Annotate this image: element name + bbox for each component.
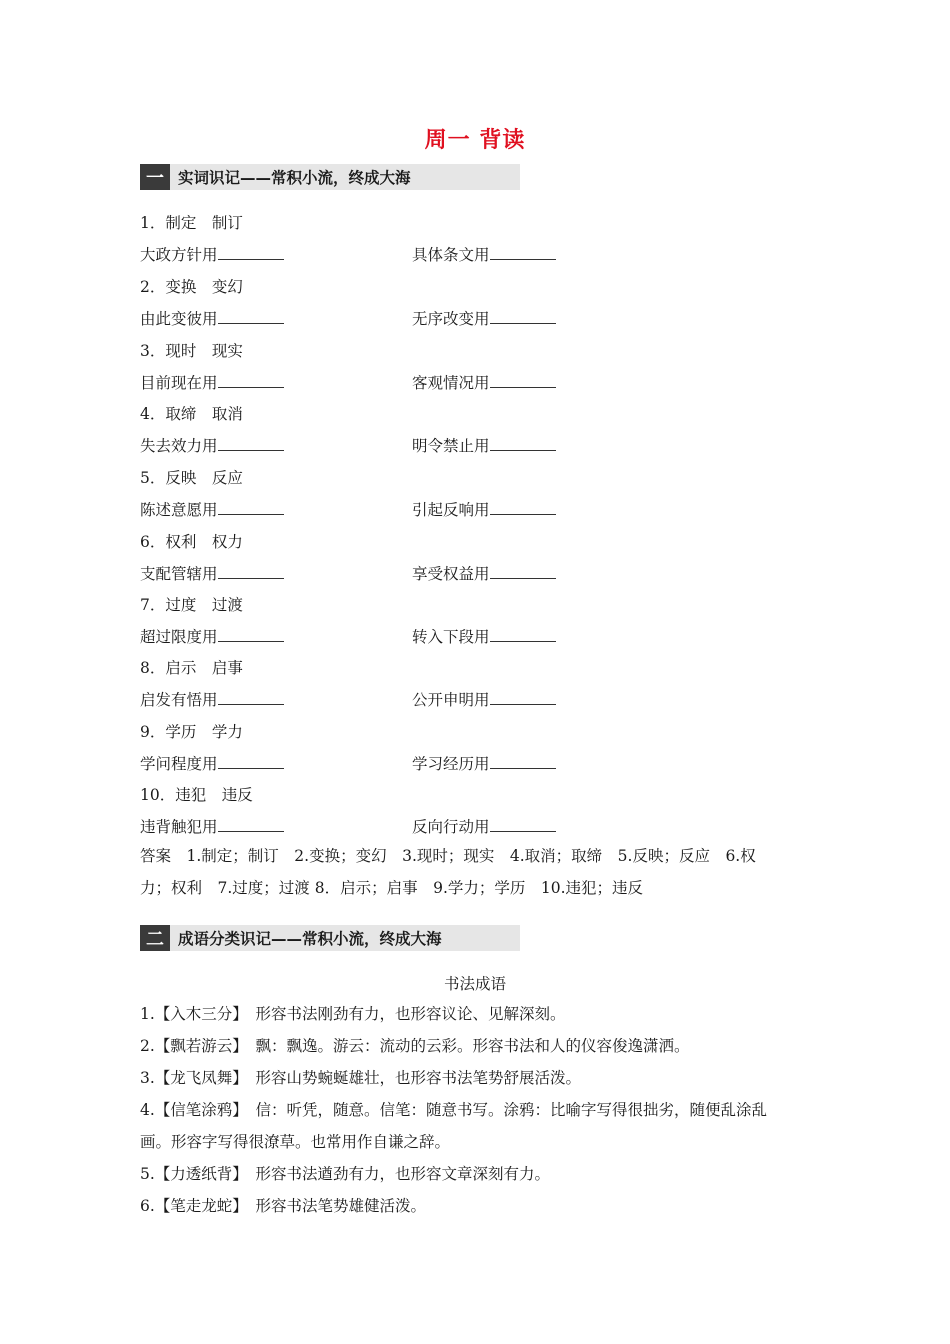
answer-blank (218, 500, 284, 515)
idiom-item: 4.【信笔涂鸦】 信：听凭，随意。信笔：随意书写。涂鸦：比喻字写得很拙劣，随便乱涂乱 (140, 1101, 768, 1119)
item-left (140, 243, 284, 265)
answer-blank (218, 373, 284, 388)
item-right (412, 498, 556, 520)
answer-blank (490, 373, 556, 388)
item-right-text: 转入下段用 (412, 628, 490, 646)
section-1-header (140, 164, 520, 190)
section-2-title: 成语分类识记——常积小流，终成大海 (178, 930, 442, 948)
item-right-text: 学习经历用 (412, 755, 490, 773)
item-left-text: 超过限度用 (140, 628, 218, 646)
item-left (140, 625, 284, 647)
category-subheading: 书法成语 (443, 975, 506, 993)
idiom-item: 2.【飘若游云】 飘：飘逸。游云：流动的云彩。形容书法和人的仪容俊逸潇洒。 (140, 1037, 690, 1055)
item-head: 1．制定 制订 (140, 214, 243, 232)
answer-blank (218, 754, 284, 769)
item-right-text: 具体条文用 (412, 246, 490, 264)
idiom-item: 1.【入木三分】 形容书法刚劲有力，也形容议论、见解深刻。 (140, 1005, 566, 1023)
section-2-number: 二 (140, 925, 170, 951)
item-head: 3．现时 现实 (140, 342, 243, 360)
answer-key (140, 840, 820, 904)
item-left-text: 陈述意愿用 (140, 501, 218, 519)
item-left (140, 815, 284, 837)
item-right (412, 815, 556, 837)
item-left (140, 434, 284, 456)
answer-blank (490, 817, 556, 832)
answer-blank (218, 627, 284, 642)
answer-blank (490, 564, 556, 579)
item-head: 6．权利 权力 (140, 533, 243, 551)
answer-blank (490, 436, 556, 451)
page-title: 周一 背读 (424, 128, 526, 153)
item-right (412, 371, 556, 393)
answer-line: 力；权利 7.过度；过渡 8．启示；启事 9.学力；学历 10.违犯；违反 (140, 879, 644, 897)
answer-blank (490, 627, 556, 642)
item-head: 5．反映 反应 (140, 469, 243, 487)
section-2-header (140, 925, 520, 951)
item-left-text: 由此变彼用 (140, 310, 218, 328)
answer-blank (218, 309, 284, 324)
idiom-list (140, 998, 820, 1222)
answer-blank (218, 690, 284, 705)
item-left-text: 目前现在用 (140, 374, 218, 392)
item-head: 9．学历 学力 (140, 723, 243, 741)
item-head: 10．违犯 违反 (140, 786, 253, 804)
item-left (140, 562, 284, 584)
item-right-text: 客观情况用 (412, 374, 490, 392)
answer-blank (218, 564, 284, 579)
item-right-text: 引起反响用 (412, 501, 490, 519)
item-right-text: 明令禁止用 (412, 437, 490, 455)
item-left (140, 688, 284, 710)
item-right (412, 243, 556, 265)
item-left (140, 371, 284, 393)
answer-blank (218, 817, 284, 832)
answer-blank (218, 245, 284, 260)
item-right (412, 562, 556, 584)
item-right (412, 688, 556, 710)
item-left (140, 752, 284, 774)
idiom-item-continued: 画。形容字写得很潦草。也常用作自谦之辞。 (140, 1133, 451, 1151)
item-head: 7．过度 过渡 (140, 596, 243, 614)
item-left (140, 498, 284, 520)
item-left-text: 启发有悟用 (140, 691, 218, 709)
item-right (412, 625, 556, 647)
section-1-title: 实词识记——常积小流，终成大海 (178, 169, 411, 187)
answer-blank (490, 690, 556, 705)
item-head: 8．启示 启事 (140, 659, 243, 677)
idiom-item: 3.【龙飞凤舞】 形容山势蜿蜒雄壮，也形容书法笔势舒展活泼。 (140, 1069, 582, 1087)
item-right-text: 无序改变用 (412, 310, 490, 328)
item-right (412, 307, 556, 329)
item-left-text: 支配管辖用 (140, 565, 218, 583)
item-right-text: 公开申明用 (412, 691, 490, 709)
item-right (412, 752, 556, 774)
idiom-item: 6.【笔走龙蛇】 形容书法笔势雄健活泼。 (140, 1197, 427, 1215)
answer-blank (490, 754, 556, 769)
item-left-text: 大政方针用 (140, 246, 218, 264)
item-right-text: 反向行动用 (412, 818, 490, 836)
item-right-text: 享受权益用 (412, 565, 490, 583)
item-right (412, 434, 556, 456)
section-1-number: 一 (140, 164, 170, 190)
answer-blank (490, 245, 556, 260)
item-left-text: 失去效力用 (140, 437, 218, 455)
item-left (140, 307, 284, 329)
answer-line: 答案 1.制定；制订 2.变换；变幻 3.现时；现实 4.取消；取缔 5.反映；反应 6.权 (140, 847, 756, 865)
item-head: 4．取缔 取消 (140, 405, 243, 423)
item-left-text: 学问程度用 (140, 755, 218, 773)
item-left-text: 违背触犯用 (140, 818, 218, 836)
answer-blank (490, 309, 556, 324)
answer-blank (490, 500, 556, 515)
answer-blank (218, 436, 284, 451)
item-head: 2．变换 变幻 (140, 278, 243, 296)
idiom-item: 5.【力透纸背】 形容书法遒劲有力，也形容文章深刻有力。 (140, 1165, 551, 1183)
